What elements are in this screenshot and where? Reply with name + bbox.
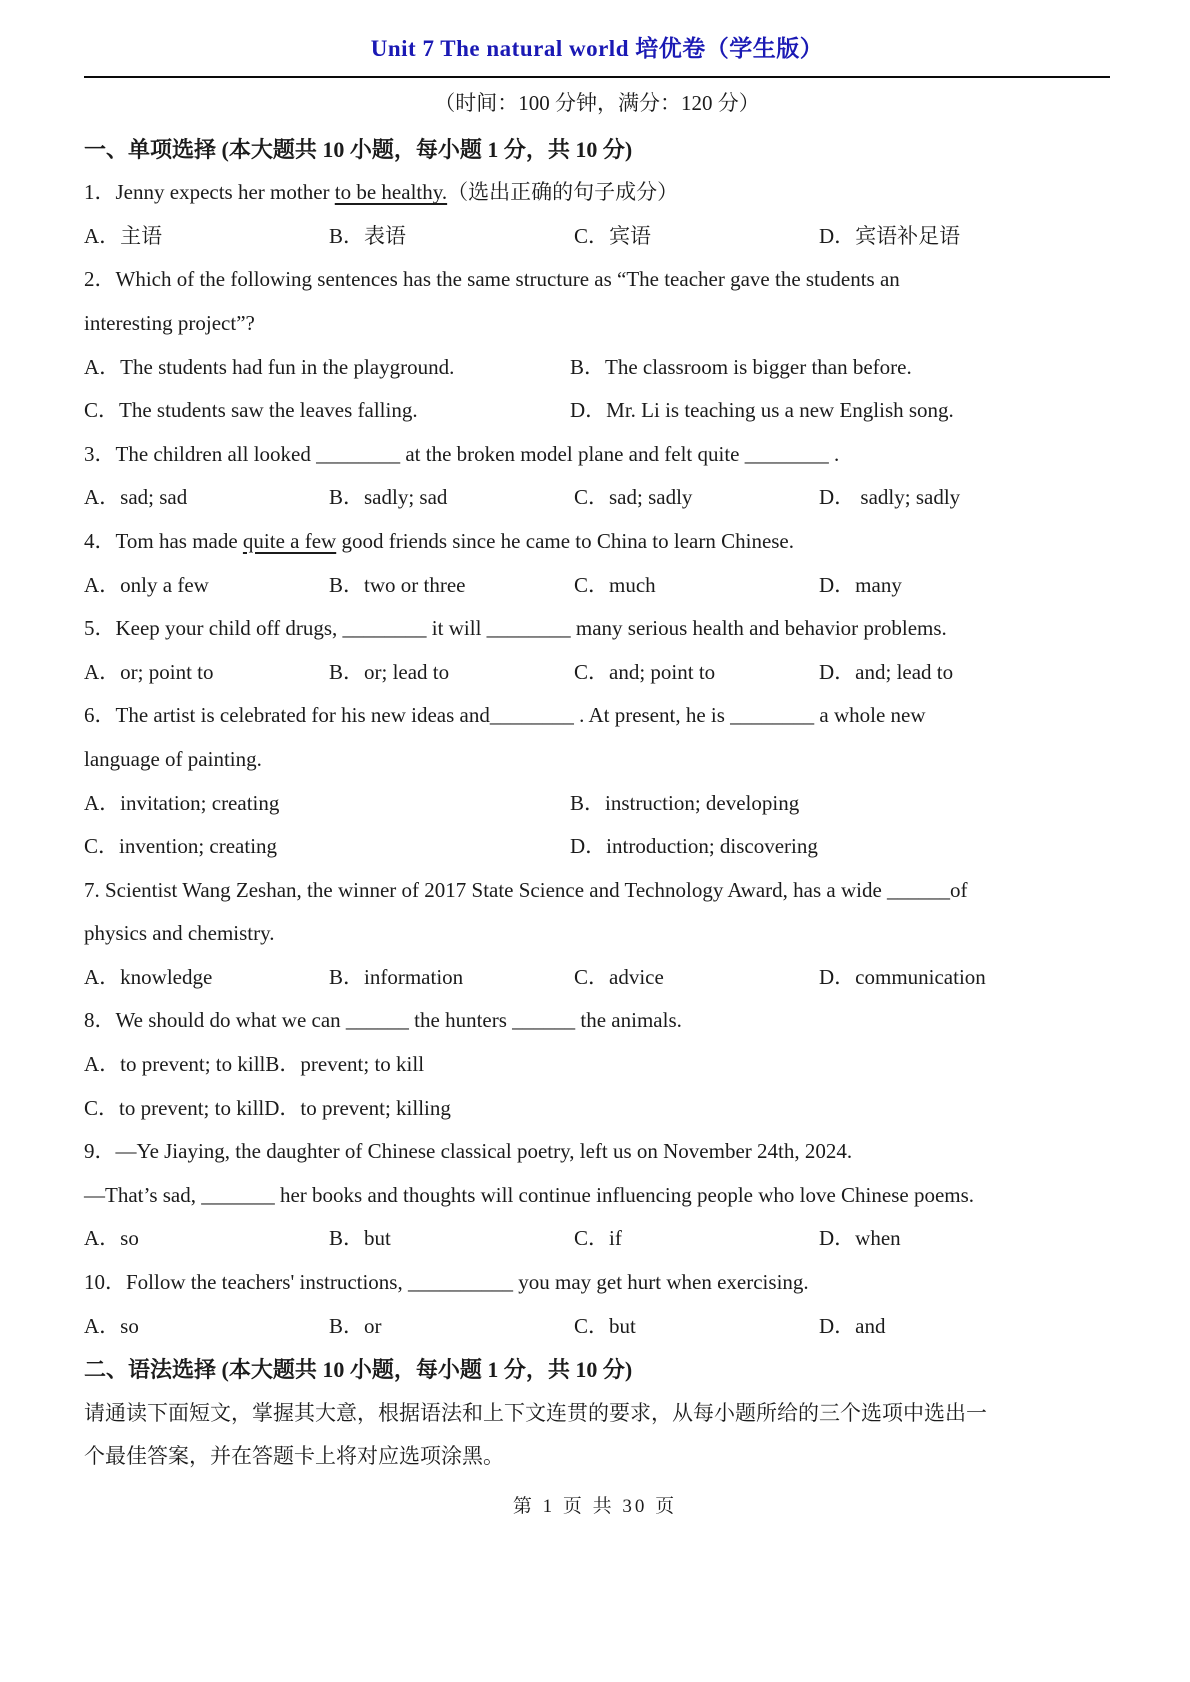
options-row <box>84 1043 1110 1130</box>
question-block-4 <box>84 520 1110 607</box>
option-item: C．but <box>574 1313 636 1338</box>
options-row <box>84 782 1110 869</box>
question-block-8 <box>84 999 1110 1130</box>
text-span: 2．Which of the following sentences has the same structure as “The teacher gave the students an <box>84 267 900 292</box>
option-item: C．advice <box>574 964 664 989</box>
text-span: 3．The children all looked ________ at the broken model plane and felt quite ________ . <box>84 441 840 466</box>
option-item: B．sadly; sad <box>329 485 448 510</box>
options-row <box>84 564 1110 608</box>
text-span: 1．Jenny expects her mother <box>84 180 335 205</box>
option-item: B．but <box>329 1226 391 1251</box>
option-item: B．two or three <box>329 572 466 597</box>
text-span: 5．Keep your child off drugs, ________ it will ________ many serious health and behavior problems. <box>84 616 947 641</box>
option-item: D．Mr. Li is teaching us a new English song. <box>570 398 954 423</box>
text-span: physics and chemistry. <box>84 921 275 946</box>
option-item: D．many <box>819 572 902 597</box>
option-item: A．to prevent; to killB．prevent; to kill <box>84 1052 425 1077</box>
question-text-line <box>84 302 1110 346</box>
question-block-1 <box>84 171 1110 258</box>
question-text-line <box>84 999 1110 1043</box>
option-item: D．introduction; discovering <box>570 834 818 859</box>
text-span: 10．Follow the teachers' instructions, __________ you may get hurt when exercising. <box>84 1270 809 1295</box>
option-item: A．so <box>84 1313 139 1338</box>
question-text-line <box>84 1261 1110 1305</box>
option-item: D．and <box>819 1313 886 1338</box>
option-item: B．The classroom is bigger than before. <box>570 354 912 379</box>
exam-time-score-line: （时间：100 分钟，满分：120 分） <box>434 91 760 115</box>
option-item: B．表语 <box>329 223 407 248</box>
text-span: 6．The artist is celebrated for his new ideas and________ . At present, he is ________ a whole new <box>84 703 926 728</box>
options-row <box>84 1305 1110 1349</box>
options-row <box>84 1217 1110 1261</box>
question-block-9 <box>84 1130 1110 1261</box>
option-item: B．or; lead to <box>329 659 450 684</box>
text-span: interesting project”? <box>84 310 255 335</box>
underlined-phrase: to be healthy. <box>334 180 448 205</box>
text-span: 8．We should do what we can ______ the hunters ______ the animals. <box>84 1008 682 1033</box>
option-item: C．if <box>574 1226 622 1251</box>
option-item: B．instruction; developing <box>570 790 800 815</box>
question-text-line <box>84 607 1110 651</box>
question-text-line <box>84 433 1110 477</box>
options-row <box>84 346 1110 433</box>
question-block-3 <box>84 433 1110 520</box>
options-row <box>84 651 1110 695</box>
option-item: C．to prevent; to killD．to prevent; killing <box>84 1095 451 1120</box>
options-row <box>84 215 1110 259</box>
exam-body <box>84 128 1110 1479</box>
page-title: Unit 7 The natural world 培优卷（学生版） <box>370 36 824 61</box>
option-item: A．invitation; creating <box>84 790 280 815</box>
option-item: C．and; point to <box>574 659 716 684</box>
option-item: C．much <box>574 572 656 597</box>
option-item: C．sad; sadly <box>574 485 693 510</box>
section-instructions-line: 个最佳答案，并在答题卡上将对应选项涂黑。 <box>84 1444 504 1469</box>
option-item: A．knowledge <box>84 964 213 989</box>
option-item: A．or; point to <box>84 659 214 684</box>
options-row <box>84 476 1110 520</box>
option-item: D．and; lead to <box>819 659 954 684</box>
question-text-line <box>84 869 1110 913</box>
text-span: 9．—Ye Jiaying, the daughter of Chinese classical poetry, left us on November 24th, 2024. <box>84 1139 853 1164</box>
underlined-phrase: quite a few <box>242 528 337 553</box>
text-span: 4．Tom has made <box>84 528 243 553</box>
title-divider <box>84 76 1110 78</box>
section-heading-2: 二、语法选择 (本大题共 10 小题，每小题 1 分，共 10 分) <box>84 1357 633 1383</box>
question-block-5 <box>84 607 1110 694</box>
question-text-line <box>84 520 1110 564</box>
option-item: A．only a few <box>84 572 209 597</box>
question-block-10 <box>84 1261 1110 1348</box>
text-span: good friends since he came to China to learn Chinese. <box>336 528 795 553</box>
question-text-line <box>84 258 1110 302</box>
text-span: —That’s sad, _______ her books and thoughts will continue influencing people who love Chinese poems. <box>84 1182 975 1207</box>
question-block-6 <box>84 694 1110 868</box>
question-text-line <box>84 1130 1110 1174</box>
option-item: D．when <box>819 1226 901 1251</box>
question-text-line <box>84 694 1110 738</box>
question-text-line <box>84 912 1110 956</box>
option-item: B．information <box>329 964 464 989</box>
question-block-7 <box>84 869 1110 1000</box>
option-item: D．communication <box>819 964 986 989</box>
text-span: 7. Scientist Wang Zeshan, the winner of 2017 State Science and Technology Award, has a wide ______of <box>84 877 968 902</box>
option-item: A．The students had fun in the playground. <box>84 354 455 379</box>
question-block-2 <box>84 258 1110 432</box>
options-row <box>84 956 1110 1000</box>
option-item: A．so <box>84 1226 139 1251</box>
option-item: C．宾语 <box>574 223 652 248</box>
text-span: language of painting. <box>84 746 262 771</box>
option-item: C．invention; creating <box>84 834 278 859</box>
option-item: C．The students saw the leaves falling. <box>84 398 418 423</box>
option-item: D． sadly; sadly <box>819 485 961 510</box>
question-text-line <box>84 738 1110 782</box>
option-item: A．sad; sad <box>84 485 188 510</box>
option-item: A．主语 <box>84 223 163 248</box>
section-heading-1: 一、单项选择 (本大题共 10 小题，每小题 1 分，共 10 分) <box>84 136 633 162</box>
question-text-line <box>84 171 1110 215</box>
text-span: （选出正确的句子成分） <box>447 180 679 205</box>
section-instructions-line: 请通读下面短文，掌握其大意，根据语法和上下文连贯的要求，从每小题所给的三个选项中选出一 <box>84 1400 987 1425</box>
page-number-footer: 第 1 页 共 30 页 <box>512 1496 678 1517</box>
question-text-line <box>84 1174 1110 1218</box>
option-item: B．or <box>329 1313 382 1338</box>
option-item: D．宾语补足语 <box>819 223 961 248</box>
